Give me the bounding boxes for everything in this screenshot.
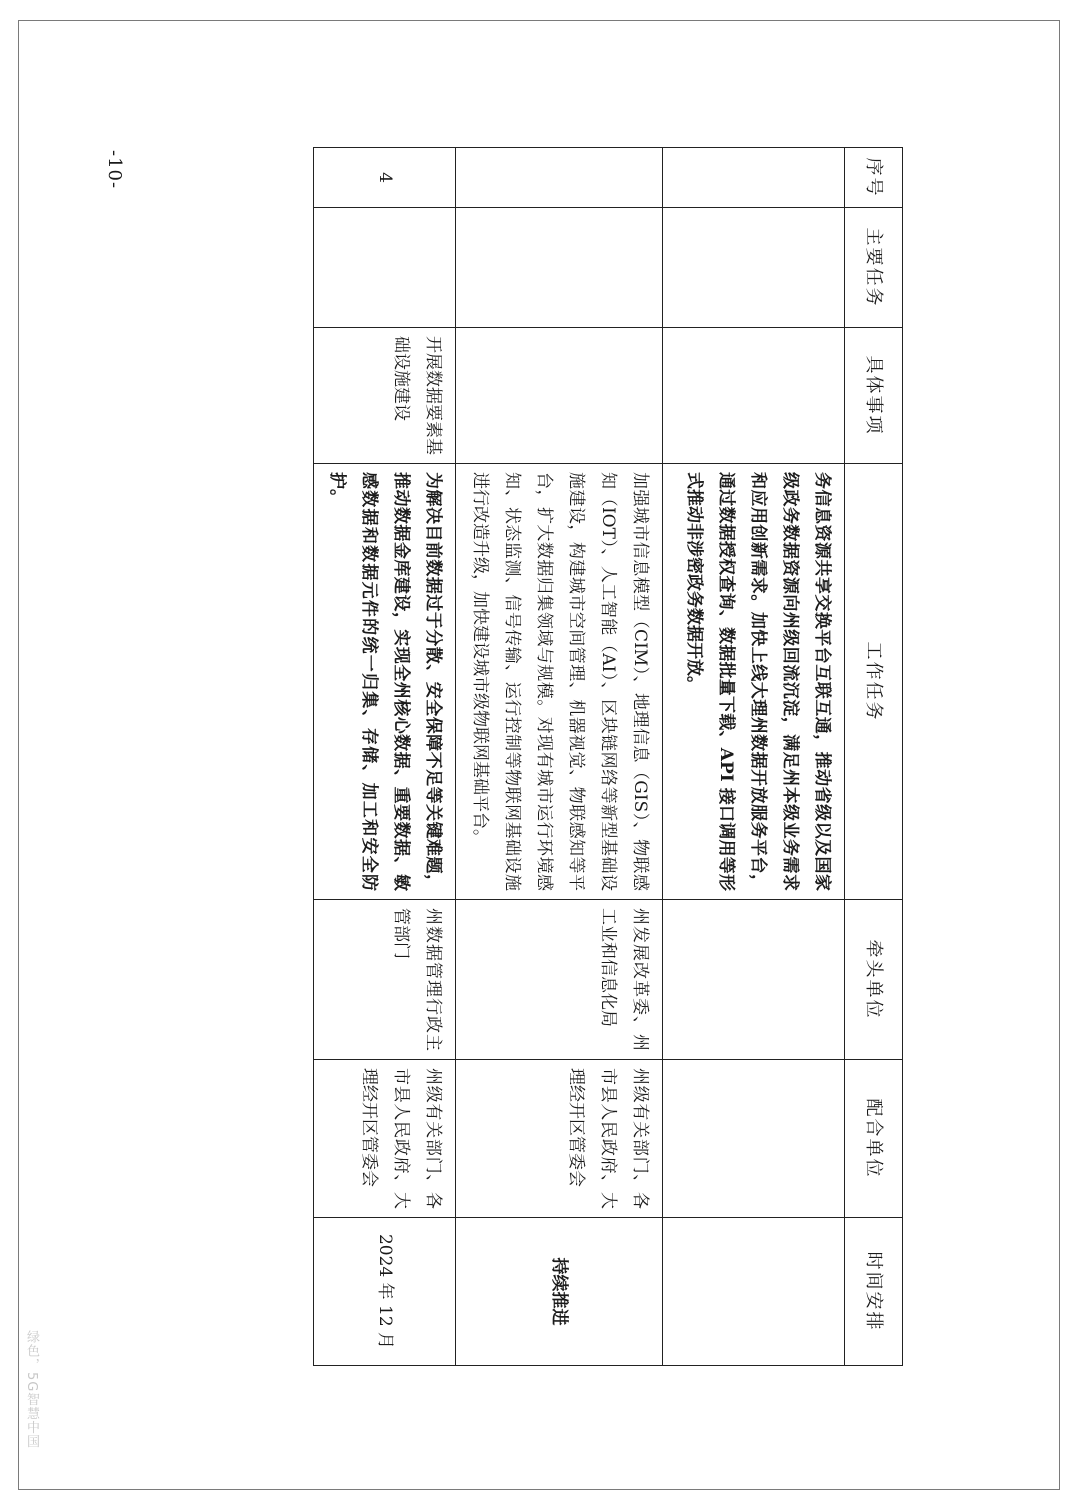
- cell-no: 4: [314, 148, 456, 208]
- cell-work: 务信息资源共享交换平台互联互通，推动省级以及国家级政务数据资源向州级回流沉淀，满足州本级业务需求和应用创新需求。加快上线大理州数据开放服务平台，通过数据授权查询、数据批量下载、API 接口调用等形式推动非涉密政务数据开放。: [662, 464, 844, 900]
- table-row: [314, 148, 456, 1366]
- watermark: 绿色，5G智慧中国: [24, 1330, 39, 1449]
- header-lead: 牵头单位: [844, 900, 902, 1060]
- cell-lead: 州发展改革委、州工业和信息化局: [456, 900, 663, 1060]
- cell-main-task: [314, 208, 456, 328]
- header-main-task: 主要任务: [844, 208, 902, 328]
- header-item: 具体事项: [844, 328, 902, 464]
- cell-work: 为解决目前数据过于分散、安全保障不足等关键难题，推动数据金库建设，实现全州核心数据、重要数据、敏感数据和数据元件的统一归集、存储、加工和安全防护。: [314, 464, 456, 900]
- header-coop: 配合单位: [844, 1060, 902, 1218]
- cell-main-task: [662, 208, 844, 328]
- cell-no: [662, 148, 844, 208]
- cell-main-task: [456, 208, 663, 328]
- cell-time: [662, 1218, 844, 1366]
- cell-item: [662, 328, 844, 464]
- cell-lead: [662, 900, 844, 1060]
- table-row: [662, 148, 844, 1366]
- task-table: [313, 147, 903, 1366]
- task-table-rotated: [313, 147, 903, 1365]
- cell-time: 2024 年 12 月: [314, 1218, 456, 1366]
- header-time: 时间安排: [844, 1218, 902, 1366]
- cell-no: [456, 148, 663, 208]
- cell-lead: 州数据管理行政主管部门: [314, 900, 456, 1060]
- task-table-container: [313, 147, 903, 1365]
- cell-item: [456, 328, 663, 464]
- page-number: -10-: [104, 150, 125, 190]
- header-no: 序号: [844, 148, 902, 208]
- cell-coop: [662, 1060, 844, 1218]
- table-row: [456, 148, 663, 1366]
- cell-coop: 州级有关部门、各市县人民政府、大理经开区管委会: [456, 1060, 663, 1218]
- cell-work: 加强城市信息模型（CIM）、地理信息（GIS）、物联感知（IOT）、人工智能（AI）、区块链网络等新型基础设施建设，构建城市空间管理、机器视觉、物联感知等平台，扩大数据归集领域与规模。对现有城市运行环境感知、状态监测、信号传输、运行控制等物联网基础设施进行改造升级，加快建设城市级物联网基础平台。: [456, 464, 663, 900]
- table-header-row: [844, 148, 902, 1366]
- cell-time: 持续推进: [456, 1218, 663, 1366]
- cell-item: 开展数据要素基础设施建设: [314, 328, 456, 464]
- cell-coop: 州级有关部门、各市县人民政府、大理经开区管委会: [314, 1060, 456, 1218]
- header-work: 工作任务: [844, 464, 902, 900]
